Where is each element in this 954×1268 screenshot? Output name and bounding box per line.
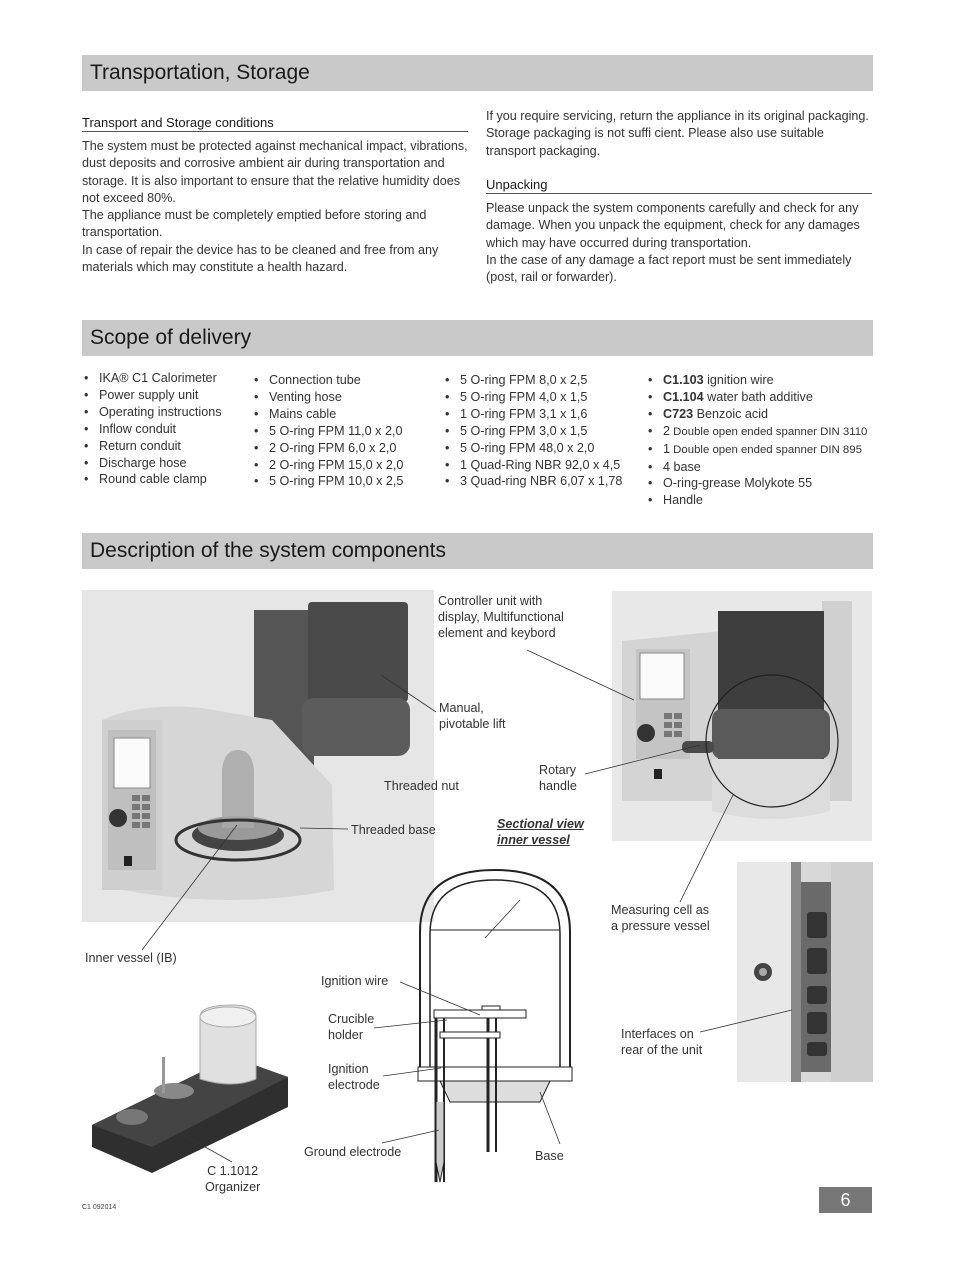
list-item: • Power supply unit: [82, 387, 222, 404]
label-line: a pressure vessel: [611, 919, 710, 933]
item-text: Benzoic acid: [693, 406, 769, 421]
item-code: C1.104: [663, 389, 704, 404]
label-line: rear of the unit: [621, 1043, 703, 1057]
label-line: Sectional view: [497, 817, 584, 831]
paragraph: Please unpack the system components carefully and check for any damage. When you unpack the equipment, check for any damages which may have occurred during transportation.: [486, 201, 860, 250]
label-sectional-view: [497, 816, 584, 848]
list-item: • 5 O-ring FPM 48,0 x 2,0: [443, 440, 622, 457]
label-lift: [439, 700, 506, 732]
list-item: • Mains cable: [252, 406, 403, 423]
label-line: Ignition: [328, 1062, 369, 1076]
list-item: • Return conduit: [82, 438, 222, 455]
section-title-text: Transportation, Storage: [90, 61, 310, 84]
label-base: Base: [535, 1149, 564, 1163]
section-title-text: Scope of delivery: [90, 326, 252, 349]
list-item: • 2 O-ring FPM 6,0 x 2,0: [252, 440, 403, 457]
list-item: • 5 O-ring FPM 11,0 x 2,0: [252, 423, 403, 440]
paragraph: The appliance must be completely emptied before storing and transportation.: [82, 208, 427, 240]
label-line: pivotable lift: [439, 717, 506, 731]
list-item: • 5 O-ring FPM 10,0 x 2,5: [252, 473, 403, 490]
label-line: Organizer: [205, 1180, 261, 1194]
label-interfaces: [621, 1026, 702, 1058]
subheading-conditions: Transport and Storage conditions: [82, 115, 468, 132]
paragraph: In case of repair the device has to be cleaned and free from any materials which may constitute a health hazard.: [82, 242, 439, 275]
label-line: Interfaces on: [621, 1027, 694, 1041]
label-controller: [438, 593, 564, 641]
list-item: • Inflow conduit: [82, 421, 222, 438]
label-crucible-holder: [328, 1011, 374, 1043]
item-code: 2: [663, 423, 671, 438]
paragraph: The system must be protected against mechanical impact, vibrations, dust deposits and corrosive ambient air during transportation and storage. It is also important to ensure that the relative humidity does not exceed 80%.: [82, 139, 468, 205]
list-item: • IKA® C1 Calorimeter: [82, 370, 222, 387]
label-ignition-wire: Ignition wire: [321, 974, 389, 988]
list-item: • Connection tube: [252, 372, 403, 389]
label-line: Manual,: [439, 701, 484, 715]
item-code: C723: [663, 406, 694, 421]
list-item: • Handle: [646, 492, 867, 509]
label-line: holder: [328, 1028, 364, 1042]
section-title-text: Description of the system components: [90, 539, 446, 562]
document-code: C1 092014: [82, 1204, 117, 1211]
label-rotary-handle: [539, 762, 577, 794]
list-item: • Round cable clamp: [82, 471, 222, 488]
list-item: • 5 O-ring FPM 8,0 x 2,5: [443, 372, 622, 389]
list-item: • 1 O-ring FPM 3,1 x 1,6: [443, 406, 622, 423]
page-number: 6: [819, 1187, 872, 1213]
list-item: • 2 O-ring FPM 15,0 x 2,0: [252, 457, 403, 474]
list-item: • 5 O-ring FPM 3,0 x 1,5: [443, 423, 622, 440]
item-text: ignition wire: [703, 373, 774, 387]
label-ground-electrode: Ground electrode: [304, 1145, 402, 1159]
label-line: Controller unit with: [438, 594, 543, 608]
item-text: Double open ended spanner DIN 895: [670, 443, 862, 456]
label-measuring-cell: [611, 902, 710, 934]
list-item: • 1 Quad-Ring NBR 92,0 x 4,5: [443, 457, 622, 474]
subheading-unpacking: Unpacking: [486, 177, 872, 194]
label-line: display, Multifunctional: [438, 610, 564, 624]
item-text: water bath additive: [703, 389, 813, 404]
label-threaded-nut: Threaded nut: [384, 779, 459, 793]
label-line: C 1.1012: [207, 1164, 259, 1178]
label-line: handle: [539, 779, 577, 793]
list-item: • 3 Quad-ring NBR 6,07 x 1,78: [443, 473, 622, 490]
label-organizer: [205, 1163, 260, 1195]
servicing-text: If you require servicing, return the appliance in its original packaging. Storage packaging is not suffi cient. Please also use suitable transport packaging.: [486, 109, 869, 158]
label-threaded-base: Threaded base: [351, 823, 436, 837]
list-item: • Discharge hose: [82, 455, 222, 472]
paragraph: In the case of any damage a fact report must be sent immediately (post, rail or forwarder).: [486, 252, 852, 285]
label-line: inner vessel: [497, 833, 570, 847]
label-inner-vessel: Inner vessel (IB): [85, 951, 177, 965]
list-item: • Operating instructions: [82, 404, 222, 421]
item-text: Double open ended spanner DIN 3110: [670, 425, 868, 438]
label-line: element and keybord: [438, 626, 556, 640]
item-code: C1.103: [663, 373, 704, 387]
label-line: Crucible: [328, 1012, 375, 1026]
list-item: • Venting hose: [252, 389, 403, 406]
label-line: Rotary: [539, 763, 577, 777]
label-line: Measuring cell as: [611, 903, 709, 917]
item-code: 1: [663, 441, 671, 456]
list-item: • O-ring-grease Molykote 55: [646, 475, 867, 492]
list-item: • 5 O-ring FPM 4,0 x 1,5: [443, 389, 622, 406]
list-item: • 4 base: [646, 459, 867, 476]
label-ignition-electrode: [328, 1061, 380, 1093]
label-line: electrode: [328, 1078, 380, 1092]
